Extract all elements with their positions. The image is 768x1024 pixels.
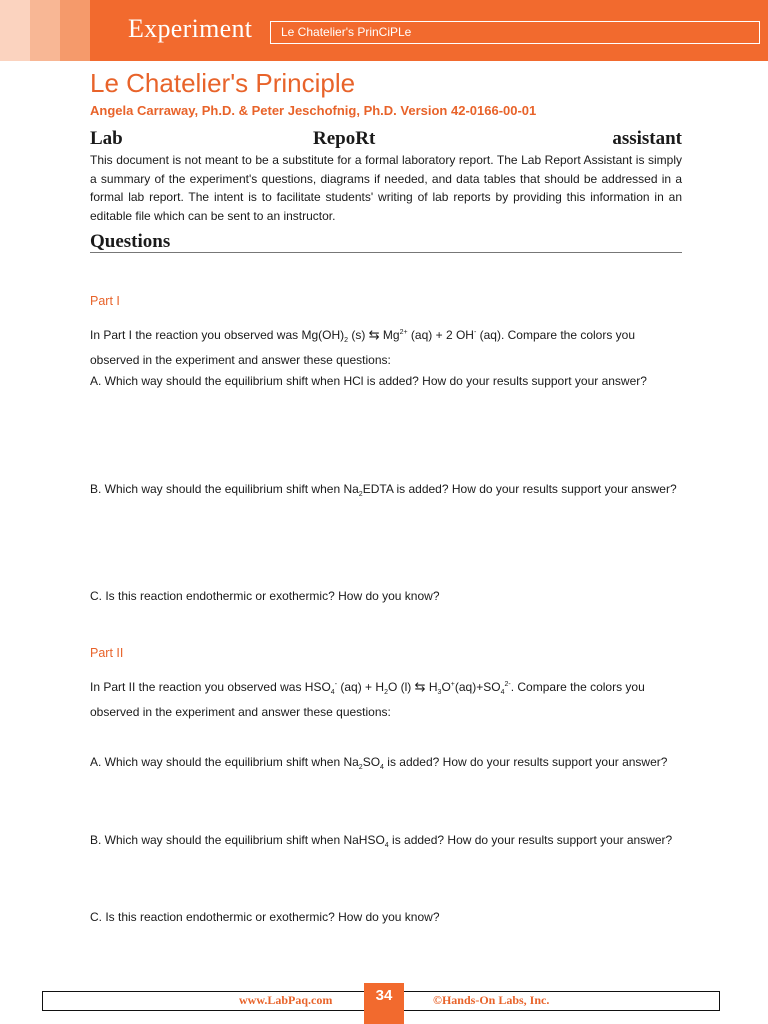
intro-paragraph: This document is not meant to be a substitute for a formal laboratory report. The Lab Report Assistant is simply a summary of the experiment's questions, diagrams if needed, and data tables that should be addressed in a formal lab report. The intent is to facilitate students' writing of lab reports by providing this information in an editable file which can be sent to an instructor. <box>90 153 682 223</box>
part-1-question-a: A. Which way should the equilibrium shift when HCl is added? How do your results support your answer? <box>90 374 647 388</box>
lab-report-heading <box>90 128 682 150</box>
header-tab-mid <box>30 0 60 61</box>
header-tab-light <box>0 0 30 61</box>
part-2-label: Part II <box>90 646 124 660</box>
lab-heading-word-3: assistant <box>612 128 682 149</box>
page-title: Le Chatelier's Principle <box>90 68 356 98</box>
part-2-question-b: B. Which way should the equilibrium shift when NaHSO$_4$ is added? How do your results support your answer? <box>90 833 673 849</box>
equilibrium-arrow-icon: ⇆ <box>368 327 380 342</box>
lab-heading-word-2: RepoRt <box>313 128 376 149</box>
section-label: Experiment <box>128 14 253 43</box>
page-number: 34 <box>364 983 404 1024</box>
part-1-intro: In Part I the reaction you observed was $Mg(OH)_2$ (s) ⇆ $Mg^{2+}$ (aq) + 2 OH- (aq). Compare the colors you observed in the experiment and answer these questions: <box>90 327 636 367</box>
experiment-name-box: Le Chatelier's PrinCiPLe <box>270 21 760 44</box>
header-bar <box>0 0 768 61</box>
part-2-question-c: C. Is this reaction endothermic or exothermic? How do you know? <box>90 910 440 924</box>
part-1-question-c: C. Is this reaction endothermic or exothermic? How do you know? <box>90 589 440 603</box>
authors-line: Angela Carraway, Ph.D. & Peter Jeschofnig, Ph.D. Version 42-0166-00-01 <box>90 103 537 118</box>
part-1-question-b: B. Which way should the equilibrium shift when $Na_2EDTA$ is added? How do your results support your answer? <box>90 482 677 498</box>
header-tab-dark <box>60 0 90 61</box>
website-link[interactable]: www.LabPaq.com <box>239 993 333 1007</box>
questions-heading: Questions <box>90 231 682 253</box>
part-2-question-a: A. Which way should the equilibrium shift when $Na_2SO_4$ is added? How do your results support your answer? <box>90 755 668 771</box>
part-2-intro: In Part II the reaction you observed was $HSO_4^-$ $(aq) + H_2O$ (l) ⇆ $H_3O^+(aq)+SO_4^{2-}$. Compare the colors you observed in the experiment and answer these questions: <box>90 679 645 719</box>
equilibrium-arrow-icon: ⇆ <box>414 679 426 694</box>
lab-heading-word-1: Lab <box>90 128 123 149</box>
part-1-label: Part I <box>90 294 120 308</box>
copyright-text: ©Hands-On Labs, Inc. <box>433 993 550 1007</box>
